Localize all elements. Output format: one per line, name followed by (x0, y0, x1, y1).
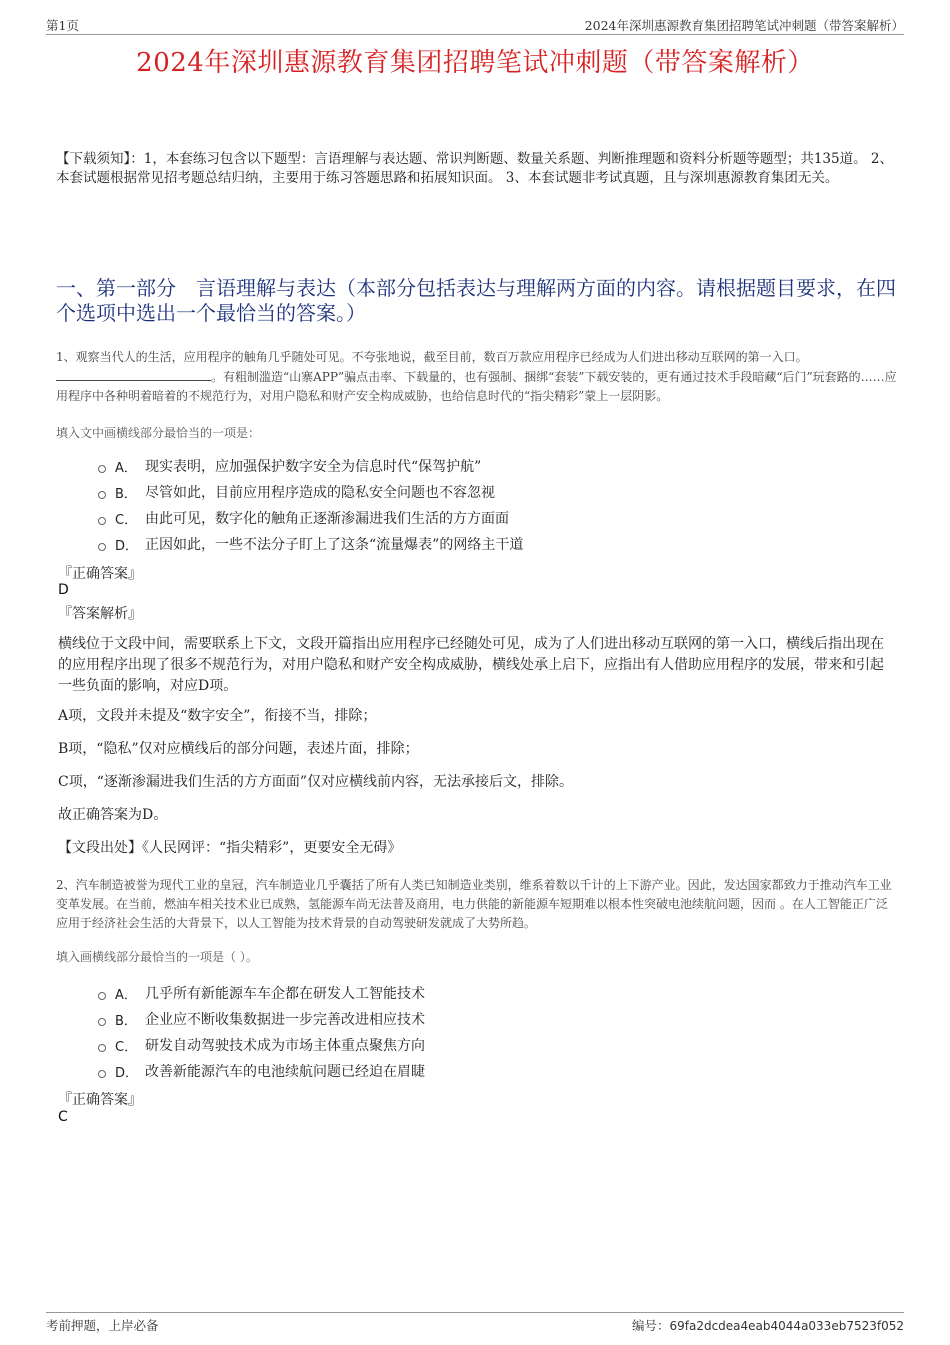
radio-icon[interactable] (98, 1070, 106, 1078)
question-1-analysis-main: 横线位于文段中间，需要联系上下文，文段开篇指出应用程序已经随处可见，成为了人们进出移动互联网的第一入口，横线后指出现在的应用程序出现了很多不规范行为，对用户隐私和财产安全构成威胁，横线处承上启下，应指出有人借助应用程序的发展，带来和引起一些负面的影响，对应D项。 (58, 636, 884, 694)
document-code: 编号：69fa2dcdea4eab4044a033eb7523f052 (631, 1318, 904, 1333)
question-1-analysis-b: B项，“隐私”仅对应横线后的部分问题，表述片面，排除； (58, 741, 419, 757)
radio-icon[interactable] (98, 491, 106, 499)
question-2-option-a[interactable]: A． 几乎所有新能源车车企都在研发人工智能技术 (98, 982, 425, 1004)
document-title: 2024年深圳惠源教育集团招聘笔试冲刺题（带答案解析） (136, 48, 814, 78)
question-2-answer: C (58, 1109, 68, 1125)
radio-icon[interactable] (98, 517, 106, 525)
question-2-option-c[interactable]: C． 研发自动驾驶技术成为市场主体重点聚焦方向 (98, 1034, 425, 1056)
question-1-prompt: 填入文中画横线部分最恰当的一项是： (56, 426, 261, 440)
download-notice: 【下载须知】：1，本套练习包含以下题型：言语理解与表达题、常识判断题、数量关系题、判断推理题和资料分析题等题型；共135道。 2、本套试题根据常见招考题总结归纳，主要用于练习答题思路和拓展知识面。 3、本套试题非考试真题，且与深圳惠源教育集团无关。 (56, 151, 893, 186)
radio-icon[interactable] (98, 543, 106, 551)
question-1-analysis-conclusion: 故正确答案为D。 (58, 807, 168, 823)
question-1-text-b: 。有粗制滥造“山寨APP”骗点击率、下载量的，也有强制、捆绑“套装”下载安装的，更有通过技术手段暗藏“后门”玩套路的……应用程序中各种明着暗着的不规范行为，对用户隐私和财产安全构成威胁，也给信息时代的“指尖精彩”蒙上一层阴影。 (56, 370, 897, 403)
page-header (46, 14, 904, 35)
question-1-answer: D (58, 582, 69, 598)
question-2-prompt: 填入画横线部分最恰当的一项是（ ）。 (56, 950, 258, 964)
section-heading: 一、第一部分 言语理解与表达（本部分包括表达与理解两方面的内容。请根据题目要求，在四个选项中选出一个最恰当的答案。） (56, 276, 896, 325)
header-doc-title: 2024年深圳惠源教育集团招聘笔试冲刺题（带答案解析） (584, 18, 904, 33)
radio-icon[interactable] (98, 465, 106, 473)
question-2-correct-label: 『正确答案』 (58, 1092, 142, 1108)
page-footer (46, 1312, 904, 1337)
fill-blank-line (56, 367, 211, 381)
question-1-analysis-label: 『答案解析』 (58, 606, 142, 622)
page-number: 第1页 (46, 18, 79, 33)
radio-icon[interactable] (98, 992, 106, 1000)
footer-slogan: 考前押题，上岸必备 (46, 1318, 159, 1333)
radio-icon[interactable] (98, 1018, 106, 1026)
question-2-stem: 2、汽车制造被誉为现代工业的皇冠，汽车制造业几乎囊括了所有人类已知制造业类别，维系着数以千计的上下游产业。因此，发达国家都致力于推动汽车工业变革发展。在当前，燃油车相关技术业已成熟，氢能源车尚无法普及商用，电力供能的新能源车短期难以根本性突破电池续航问题，因而 。在人工智能正广泛应用于经济社会生活的大背景下，以人工智能为技术背景的自动驾驶研发就成了大势所趋。 (56, 878, 892, 930)
question-1-text-a: 1、观察当代人的生活，应用程序的触角几乎随处可见。不夸张地说，截至目前，数百万款应用程序已经成为人们进出移动互联网的第一入口。 (56, 350, 808, 364)
question-1-analysis-a: A项，文段并未提及“数字安全”，衔接不当，排除； (58, 708, 377, 724)
question-1-option-a[interactable]: A． 现实表明，应加强保护数字安全为信息时代“保驾护航” (98, 455, 481, 477)
question-1-option-b[interactable]: B． 尽管如此，目前应用程序造成的隐私安全问题也不容忽视 (98, 481, 495, 503)
radio-icon[interactable] (98, 1044, 106, 1052)
question-1-option-d[interactable]: D． 正因如此，一些不法分子盯上了这条“流量爆表”的网络主干道 (98, 533, 523, 555)
question-2-option-b[interactable]: B． 企业应不断收集数据进一步完善改进相应技术 (98, 1008, 425, 1030)
question-1-analysis-c: C项，“逐渐渗漏进我们生活的方方面面”仅对应横线前内容，无法承接后文，排除。 (58, 774, 574, 790)
question-2-option-d[interactable]: D． 改善新能源汽车的电池续航问题已经迫在眉睫 (98, 1060, 425, 1082)
question-1-option-c[interactable]: C． 由此可见，数字化的触角正逐渐渗漏进我们生活的方方面面 (98, 507, 509, 529)
question-1-source: 【文段出处】《人民网评：“指尖精彩”，更要安全无碍》 (58, 840, 402, 856)
question-1-stem (56, 348, 898, 406)
question-1-correct-label: 『正确答案』 (58, 566, 142, 582)
